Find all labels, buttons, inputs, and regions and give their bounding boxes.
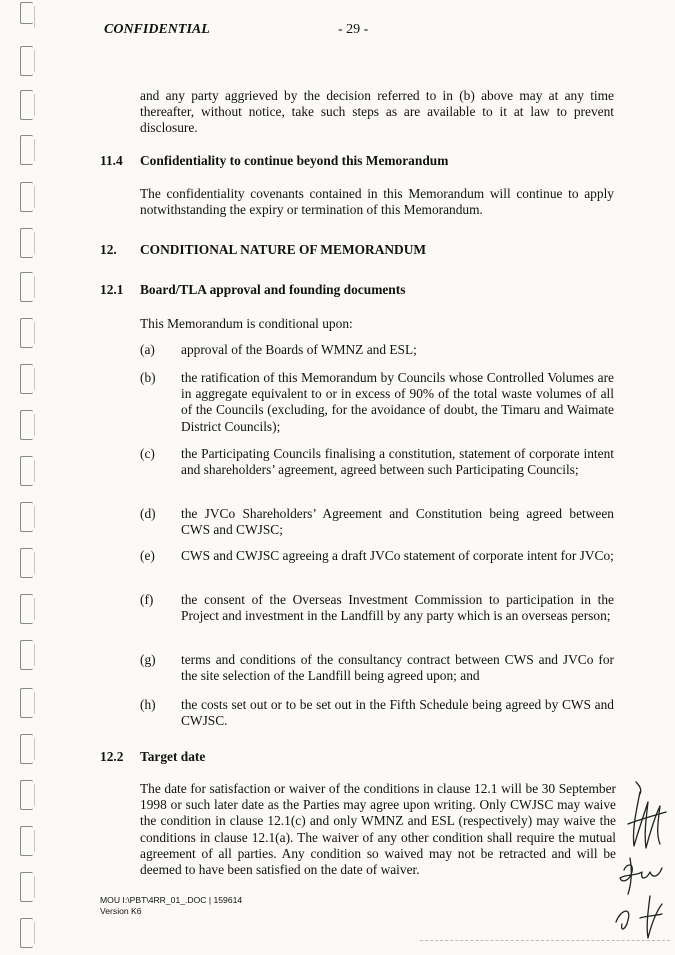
section-number-12-2: 12.2 bbox=[100, 749, 124, 764]
binder-hole bbox=[20, 228, 33, 258]
binder-hole bbox=[20, 456, 33, 486]
binder-hole bbox=[20, 594, 33, 624]
condition-text-b: the ratification of this Memorandum by Councils whose Controlled Volumes are in aggregate equivalent to or in excess of 90% of the total waste volumes of all of the Councils (excluding, for the avoidance of doubt, the Timaru and Waimate District Councils); bbox=[181, 370, 614, 434]
binder-hole bbox=[20, 688, 33, 718]
confidential-label: CONFIDENTIAL bbox=[104, 22, 210, 37]
binder-hole bbox=[20, 182, 33, 212]
binder-hole bbox=[20, 640, 33, 670]
binder-hole bbox=[20, 90, 33, 120]
condition-text-g: terms and conditions of the consultancy contract between CWS and JVCo for the site selection of the Landfill being agreed upon; and bbox=[181, 652, 614, 684]
condition-letter-d: (d) bbox=[140, 506, 156, 521]
condition-text-h: the costs set out or to be set out in the Fifth Schedule being agreed by CWS and CWJSC. bbox=[181, 697, 614, 729]
binder-hole bbox=[20, 364, 33, 394]
binder-hole bbox=[20, 548, 33, 578]
section-text-11-4: The confidentiality covenants contained in this Memorandum will continue to apply notwithstanding the expiry or termination of this Memorandum. bbox=[140, 186, 614, 218]
condition-letter-g: (g) bbox=[140, 652, 156, 667]
section-text-12-2: The date for satisfaction or waiver of the conditions in clause 12.1 will be 30 September 1998 or such later date as the Parties may agree upon writing. Only CWJSC may waive the condition in clause 12.1(c) and only WMNZ and ESL (respectively) may waive the conditions in clause 12.1(a). The waiver of any other condition shall require the mutual agreement of all parties. Any condition so waived may not be retracted and will be deemed to have been satisfied on the date of waiver. bbox=[140, 781, 616, 878]
section-title-11-4: Confidentiality to continue beyond this Memorandum bbox=[140, 153, 449, 168]
binder-hole bbox=[20, 826, 33, 856]
section-number-11-4: 11.4 bbox=[100, 153, 123, 168]
footer-version: Version K6 bbox=[100, 906, 142, 916]
section-title-12-1: Board/TLA approval and founding documents bbox=[140, 282, 406, 297]
condition-letter-a: (a) bbox=[140, 342, 155, 357]
condition-text-f: the consent of the Overseas Investment Commission to participation in the Project and investment in the Landfill by any party which is an overseas person; bbox=[181, 592, 614, 624]
binder-hole bbox=[20, 318, 33, 348]
section-lead-12-1: This Memorandum is conditional upon: bbox=[140, 316, 353, 331]
binder-hole bbox=[20, 2, 33, 24]
condition-letter-b: (b) bbox=[140, 370, 156, 385]
condition-letter-h: (h) bbox=[140, 697, 156, 712]
binder-hole bbox=[20, 918, 33, 948]
section-number-12: 12. bbox=[100, 242, 117, 257]
condition-letter-e: (e) bbox=[140, 548, 155, 563]
handwritten-initials bbox=[610, 772, 672, 942]
binder-hole bbox=[20, 502, 33, 532]
page-number: - 29 - bbox=[338, 22, 369, 37]
section-title-12-2: Target date bbox=[140, 749, 206, 764]
binder-hole bbox=[20, 734, 33, 764]
condition-text-d: the JVCo Shareholders’ Agreement and Constitution being agreed between CWS and CWJSC; bbox=[181, 506, 614, 538]
intro-paragraph: and any party aggrieved by the decision referred to in (b) above may at any time thereafter, without notice, take such steps as are available to it at law to prevent disclosure. bbox=[140, 88, 614, 136]
condition-text-a: approval of the Boards of WMNZ and ESL; bbox=[181, 342, 417, 357]
condition-letter-f: (f) bbox=[140, 592, 154, 607]
condition-letter-c: (c) bbox=[140, 446, 155, 461]
binder-hole bbox=[20, 135, 33, 165]
footer-doc-ref: MOU I:\PBT\4RR_01_.DOC | 159614 bbox=[100, 895, 243, 905]
section-number-12-1: 12.1 bbox=[100, 282, 124, 297]
condition-text-e: CWS and CWJSC agreeing a draft JVCo statement of corporate intent for JVCo; bbox=[181, 548, 614, 563]
section-title-12: CONDITIONAL NATURE OF MEMORANDUM bbox=[140, 242, 427, 257]
binder-hole bbox=[20, 780, 33, 810]
binder-hole bbox=[20, 410, 33, 440]
bottom-dashed-rule bbox=[420, 940, 670, 941]
condition-text-c: the Participating Councils finalising a constitution, statement of corporate intent and shareholders’ agreement, agreed between such Participating Councils; bbox=[181, 446, 614, 478]
binder-hole bbox=[20, 872, 33, 902]
binder-hole bbox=[20, 272, 33, 302]
binder-hole bbox=[20, 46, 33, 76]
